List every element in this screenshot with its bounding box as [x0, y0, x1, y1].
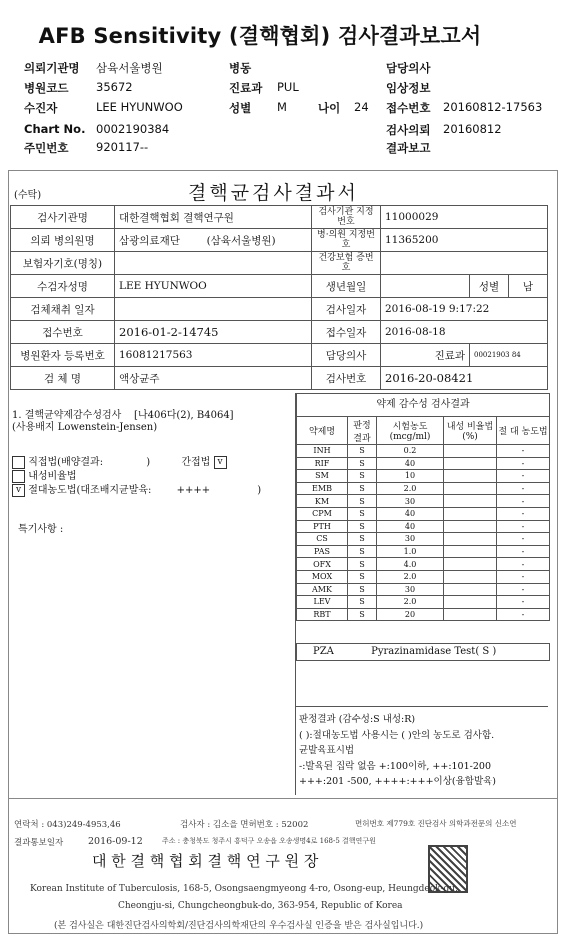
req-hosp-value: 삼광의료재단	[119, 234, 180, 247]
sens-cell-result: S	[348, 482, 377, 495]
footer-note: (본 검사실은 대한진단검사의학회/진단검사의학재단의 우수검사실 인증을 받은 검사실입니다.)	[54, 921, 424, 931]
legend-line: 판정결과 (감수성:S 내성:R)	[299, 714, 416, 725]
ratio-checkbox	[12, 470, 25, 483]
age-value: 24	[354, 100, 369, 114]
sens-cell-conc: 2.0	[377, 596, 444, 609]
sens-header-absolute: 절 대 농도법	[497, 417, 550, 445]
sens-cell-absolute: -	[497, 520, 550, 533]
test-description	[12, 410, 234, 434]
legend-line: -:발육된 집락 없음 +:100이하, ++:101-200	[299, 760, 491, 772]
footer-address-kr: 주소 : 충청북도 청주시 흥덕구 오송읍 오송생명4로 168-5 결핵연구원	[162, 837, 376, 845]
growth-value: ++++	[176, 485, 211, 496]
dob-value	[381, 275, 470, 298]
sens-row	[297, 558, 550, 571]
sens-cell-absolute: -	[497, 583, 550, 596]
hospital-code-value: 35672	[96, 80, 133, 94]
absolute-checkbox: v	[12, 484, 25, 497]
footer-report-date-label: 결과통보일자	[14, 838, 64, 848]
sens-cell-conc: 40	[377, 520, 444, 533]
sensitivity-table	[296, 416, 550, 621]
lab-no-label: 검사기관 지정번호	[312, 206, 381, 229]
sens-cell-conc: 20	[377, 608, 444, 621]
pza-row	[296, 643, 550, 661]
sens-cell-conc: 40	[377, 457, 444, 470]
sens-cell-conc: 40	[377, 507, 444, 520]
sens-cell-absolute: -	[497, 608, 550, 621]
direct-close: )	[146, 457, 151, 468]
request-label: 검사의뢰	[386, 123, 431, 137]
patient-value: LEE HYUNWOO	[96, 100, 183, 114]
sens-cell-conc: 30	[377, 583, 444, 596]
sens-cell-result: S	[348, 470, 377, 483]
sens-cell-absolute: -	[497, 558, 550, 571]
sens-header-result: 판정 결과	[348, 417, 377, 445]
sens-cell-ratio	[444, 570, 497, 583]
doc-tag: (수탁)	[14, 190, 42, 201]
sens-cell-result: S	[348, 445, 377, 458]
footer-address-en1: Korean Institute of Tuberculosis, 168-5, Osongsaengmyeong 4-ro, Osong-eup, Heungdeok-gu,	[30, 884, 458, 894]
dept-code-value: 00021903 84	[470, 344, 548, 367]
absolute-method-row	[12, 484, 292, 498]
sens-header-conc: 시험농도 (mcg/ml)	[377, 417, 444, 445]
indirect-label: 간접법	[181, 457, 211, 468]
receipt-label: 접수번호	[386, 101, 431, 115]
collect-value	[115, 298, 312, 321]
req-hosp-cell	[115, 229, 312, 252]
sens-cell-ratio	[444, 520, 497, 533]
absolute-close: )	[257, 485, 262, 496]
sens-cell-result: S	[348, 533, 377, 546]
sens-cell-ratio	[444, 596, 497, 609]
sens-cell-result: S	[348, 583, 377, 596]
sens-row	[297, 495, 550, 508]
patient-name-value: LEE HYUNWOO	[115, 275, 312, 298]
sens-cell-result: S	[348, 570, 377, 583]
sens-cell-conc: 2.0	[377, 482, 444, 495]
sens-cell-result: S	[348, 545, 377, 558]
ratio-label: 내성비율법	[28, 471, 77, 482]
sens-row	[297, 520, 550, 533]
sens-row	[297, 583, 550, 596]
sens-row	[297, 596, 550, 609]
test-code: [나406다(2), B4064]	[134, 410, 234, 421]
direct-label: 직접법(배양결과:	[28, 457, 104, 468]
sens-cell-ratio	[444, 507, 497, 520]
legend-line: ( ):절대농도법 사용시는 ( )안의 농도로 검사함.	[299, 729, 495, 741]
collect-label: 검체채취 일자	[11, 298, 115, 321]
sens-cell-absolute: -	[497, 445, 550, 458]
chart-value: 0002190384	[96, 122, 170, 136]
sens-cell-absolute: -	[497, 470, 550, 483]
reg-label: 병원환자 등록번호	[11, 344, 115, 367]
sens-row	[297, 533, 550, 546]
sens-row	[297, 507, 550, 520]
doc-title: 결핵균검사결과서	[188, 182, 359, 204]
sens-header-ratio: 내성 비율법(%)	[444, 417, 497, 445]
doc-sex-value: 남	[509, 275, 548, 298]
pza-label: PZA	[313, 646, 334, 657]
sens-cell-ratio	[444, 457, 497, 470]
sens-cell-drug: LEV	[297, 596, 348, 609]
sens-row	[297, 608, 550, 621]
sens-row	[297, 445, 550, 458]
req-hosp-note: (삼육서울병원)	[206, 234, 276, 247]
test-title: 1. 결핵균약제감수성검사	[12, 410, 122, 421]
direct-method-row	[12, 456, 292, 470]
report-title: AFB Sensitivity (결핵협회) 검사결과보고서	[38, 24, 482, 48]
reg-value: 16081217563	[115, 344, 312, 367]
lab-no-value: 11000029	[381, 206, 548, 229]
clinical-label: 임상정보	[386, 81, 431, 95]
legend-block	[299, 712, 549, 790]
sens-cell-absolute: -	[497, 457, 550, 470]
footer-org: 대 한 결 핵 협 회 결 핵 연 구 원 장	[92, 852, 319, 870]
sens-body	[297, 445, 550, 621]
test-no-label: 검사번호	[312, 367, 381, 390]
legend-line: +++:201 -500, ++++:+++이상(융합발육)	[299, 776, 497, 787]
sens-cell-conc: 4.0	[377, 558, 444, 571]
sens-cell-drug: INH	[297, 445, 348, 458]
institution-value: 삼육서울병원	[96, 61, 163, 75]
sens-cell-conc: 2.0	[377, 570, 444, 583]
sens-header-row	[297, 417, 550, 445]
patient-label: 수진자	[24, 101, 58, 115]
sens-cell-drug: RBT	[297, 608, 348, 621]
indirect-checkbox: v	[214, 456, 227, 469]
dept-value: PUL	[277, 80, 299, 94]
remarks-label: 특기사항 :	[18, 524, 64, 535]
sens-title: 약제 감수성 검사결과	[296, 393, 550, 417]
sens-cell-drug: AMK	[297, 583, 348, 596]
sex-value: M	[277, 100, 287, 114]
direct-checkbox	[12, 456, 25, 469]
sens-cell-drug: CS	[297, 533, 348, 546]
doctor-label: 담당의사	[386, 61, 431, 75]
sens-cell-absolute: -	[497, 533, 550, 546]
age-label: 나이	[318, 101, 341, 115]
sens-row	[297, 482, 550, 495]
request-value: 20160812	[443, 122, 502, 136]
hosp-no-label: 병·의원 지정번호	[312, 229, 381, 252]
sens-cell-conc: 30	[377, 533, 444, 546]
sens-row	[297, 457, 550, 470]
test-medium: (사용배지 Lowenstein-Jensen)	[12, 422, 158, 433]
health-label: 건강보험 증번호	[312, 252, 381, 275]
receipt-value: 20160812-17563	[443, 100, 543, 114]
lab-label: 검사기관명	[11, 206, 115, 229]
sens-cell-result: S	[348, 520, 377, 533]
sens-cell-ratio	[444, 545, 497, 558]
sens-cell-ratio	[444, 608, 497, 621]
footer-contact: 연락처 : 043)249-4953,46	[14, 820, 121, 830]
column-divider	[295, 393, 296, 795]
sens-cell-result: S	[348, 558, 377, 571]
sens-cell-ratio	[444, 583, 497, 596]
recv-no-value: 2016-01-2-14745	[115, 321, 312, 344]
sens-cell-absolute: -	[497, 482, 550, 495]
spec-value: 액상균주	[115, 367, 312, 390]
sens-cell-conc: 0.2	[377, 445, 444, 458]
sens-cell-ratio	[444, 558, 497, 571]
sens-cell-drug: EMB	[297, 482, 348, 495]
dob-label: 생년월일	[312, 275, 381, 298]
sens-cell-ratio	[444, 445, 497, 458]
footer-license: 면허번호 제779호 진단검사 의학과전문의 신소연	[355, 819, 517, 828]
patient-name-label: 수검자성명	[11, 275, 115, 298]
recv-date-value: 2016-08-18	[381, 321, 548, 344]
pza-value: Pyrazinamidase Test( S )	[371, 646, 497, 657]
legend-line: 균발육표시법	[299, 745, 355, 756]
sens-cell-ratio	[444, 482, 497, 495]
legend-divider	[295, 706, 548, 707]
sens-cell-conc: 10	[377, 470, 444, 483]
dept-label: 진료과	[229, 81, 263, 95]
hospital-code-label: 병원코드	[24, 81, 69, 95]
req-hosp-label: 의뢰 병의원명	[11, 229, 115, 252]
sens-header-drug: 약제명	[297, 417, 348, 445]
sens-cell-drug: CPM	[297, 507, 348, 520]
recv-no-label: 접수번호	[11, 321, 115, 344]
sens-row	[297, 570, 550, 583]
sens-cell-drug: SM	[297, 470, 348, 483]
sens-cell-drug: OFX	[297, 558, 348, 571]
sens-cell-result: S	[348, 596, 377, 609]
sens-cell-absolute: -	[497, 495, 550, 508]
footer-address-en2: Cheongju-si, Chungcheongbuk-do, 363-954, Republic of Korea	[118, 901, 403, 911]
doc-sex-label: 성별	[470, 275, 509, 298]
sens-cell-ratio	[444, 470, 497, 483]
method-block	[12, 456, 292, 498]
doctor-name-label: 담당의사	[312, 344, 381, 367]
report-label: 결과보고	[386, 141, 431, 155]
footer-divider	[8, 798, 558, 799]
insured-value	[115, 252, 312, 275]
chart-label: Chart No.	[24, 122, 86, 136]
sens-cell-absolute: -	[497, 596, 550, 609]
hosp-no-value: 11365200	[381, 229, 548, 252]
sens-cell-conc: 1.0	[377, 545, 444, 558]
ward-label: 병동	[229, 61, 252, 75]
sens-cell-ratio	[444, 533, 497, 546]
sens-cell-result: S	[348, 507, 377, 520]
rrn-value: 920117--	[96, 140, 149, 154]
recv-date-label: 접수일자	[312, 321, 381, 344]
lab-value: 대한결핵협회 결핵연구원	[115, 206, 312, 229]
footer-report-date: 2016-09-12	[88, 836, 143, 847]
spec-label: 검 체 명	[11, 367, 115, 390]
sex-label: 성별	[229, 101, 252, 115]
ratio-method-row	[12, 470, 292, 484]
institution-label: 의뢰기관명	[24, 61, 80, 75]
insured-label: 보험자기호(명칭)	[11, 252, 115, 275]
sens-cell-drug: PAS	[297, 545, 348, 558]
sens-cell-conc: 30	[377, 495, 444, 508]
test-date-value: 2016-08-19 9:17:22	[381, 298, 548, 321]
footer-tester: 검사자 : 김소을 면허번호 : 52002	[180, 820, 309, 830]
health-value	[381, 252, 548, 275]
sens-cell-absolute: -	[497, 570, 550, 583]
sens-cell-drug: RIF	[297, 457, 348, 470]
info-table	[10, 205, 548, 390]
sens-cell-absolute: -	[497, 545, 550, 558]
test-date-label: 검사일자	[312, 298, 381, 321]
test-no-value: 2016-20-08421	[381, 367, 548, 390]
sens-cell-absolute: -	[497, 507, 550, 520]
absolute-label: 절대농도법(대조배지균발육:	[28, 485, 152, 496]
sens-cell-result: S	[348, 495, 377, 508]
doc-dept-label: 진료과	[381, 344, 470, 367]
sens-row	[297, 470, 550, 483]
sens-cell-drug: KM	[297, 495, 348, 508]
sens-row	[297, 545, 550, 558]
sens-cell-result: S	[348, 608, 377, 621]
sens-cell-result: S	[348, 457, 377, 470]
sens-cell-ratio	[444, 495, 497, 508]
rrn-label: 주민번호	[24, 141, 69, 155]
sens-cell-drug: PTH	[297, 520, 348, 533]
sens-cell-drug: MOX	[297, 570, 348, 583]
